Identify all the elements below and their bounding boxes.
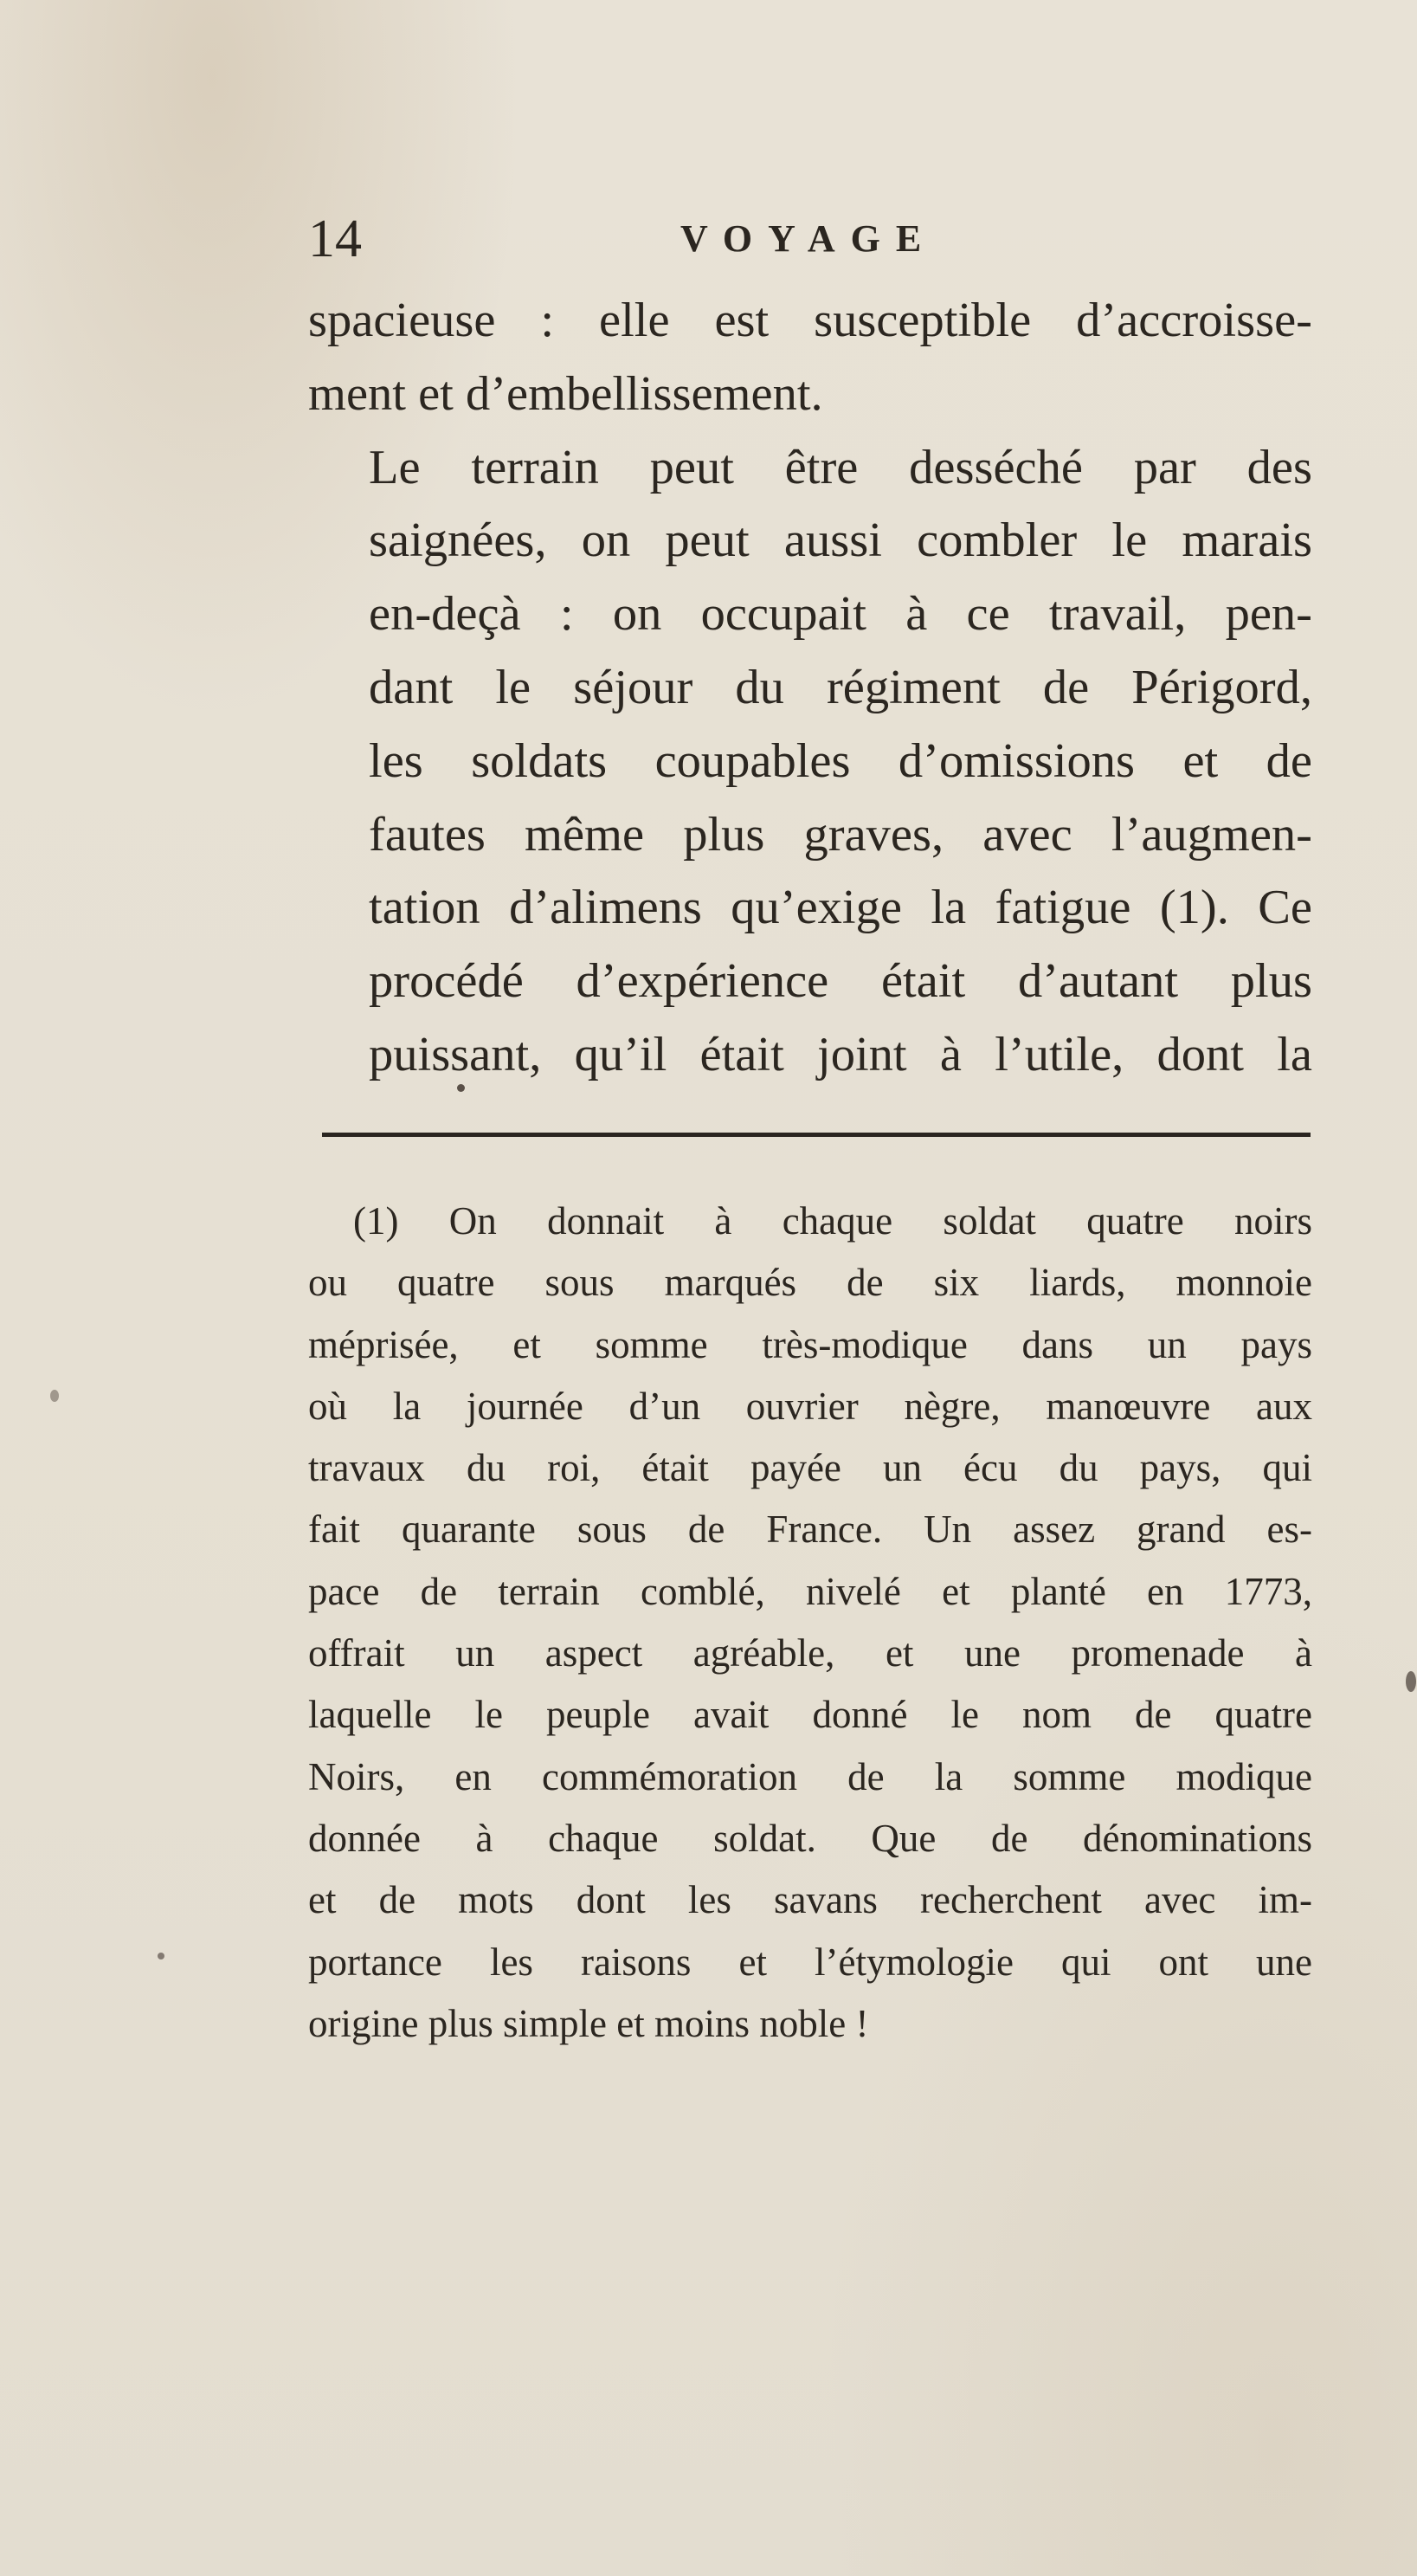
- page-number: 14: [308, 210, 362, 268]
- running-title: VOYAGE: [680, 217, 937, 260]
- text-line: fautes même plus graves, avec l’augmen-: [369, 807, 1312, 862]
- footnote-line: et de mots dont les savans recherchent avec im-: [308, 1878, 1312, 1922]
- ink-speck: [158, 1953, 164, 1959]
- footnote-divider: [322, 1133, 1311, 1137]
- continuation-paragraph: [308, 284, 1312, 431]
- text-line: saignées, on peut aussi combler le marais: [369, 513, 1312, 568]
- footnote-line: origine plus simple et moins noble !: [308, 2001, 869, 2045]
- text-line: procédé d’expérience était d’autant plus: [369, 954, 1312, 1009]
- footnote-line: Noirs, en commémoration de la somme modique: [308, 1754, 1312, 1798]
- text-line: puissant, qu’il était joint à l’utile, dont la: [369, 1027, 1312, 1081]
- page-header: [308, 204, 1312, 274]
- footnote-line: donnée à chaque soldat. Que de dénominations: [308, 1816, 1312, 1860]
- ink-speck: [457, 1084, 465, 1092]
- footnote-line: (1) On donnait à chaque soldat quatre noirs: [353, 1199, 1312, 1243]
- footnote-line: laquelle le peuple avait donné le nom de quatre: [308, 1693, 1312, 1737]
- footnote: [308, 1191, 1312, 2055]
- paragraph: [308, 431, 1312, 1092]
- text-line: spacieuse : elle est susceptible d’accroisse-: [308, 294, 1312, 347]
- footnote-line: portance les raisons et l’étymologie qui ont une: [308, 1940, 1312, 1984]
- footnote-line: pace de terrain comblé, nivelé et planté en 1773,: [308, 1569, 1312, 1613]
- text-line: tation d’alimens qu’exige la fatigue (1). Ce: [369, 881, 1312, 935]
- footnote-line: travaux du roi, était payée un écu du pays, qui: [308, 1446, 1312, 1490]
- footnote-line: fait quarante sous de France. Un assez grand es-: [308, 1508, 1312, 1552]
- text-line: dant le séjour du régiment de Périgord,: [369, 660, 1312, 714]
- text-line: les soldats coupables d’omissions et de: [369, 733, 1312, 788]
- footnote-line: où la journée d’un ouvrier nègre, manœuvre aux: [308, 1384, 1312, 1428]
- main-text: [308, 284, 1312, 1092]
- footnote-line: ou quatre sous marqués de six liards, monnoie: [308, 1261, 1312, 1305]
- footnote-line: offrait un aspect agréable, et une promenade à: [308, 1631, 1312, 1675]
- text-line: en-deçà : on occupait à ce travail, pen-: [369, 587, 1312, 642]
- footnote-line: méprisée, et somme très-modique dans un pays: [308, 1322, 1312, 1366]
- text-line: ment et d’embellissement.: [308, 366, 823, 421]
- text-line: Le terrain peut être desséché par des: [369, 440, 1312, 494]
- ink-speck: [50, 1390, 59, 1402]
- ink-speck: [1406, 1671, 1416, 1692]
